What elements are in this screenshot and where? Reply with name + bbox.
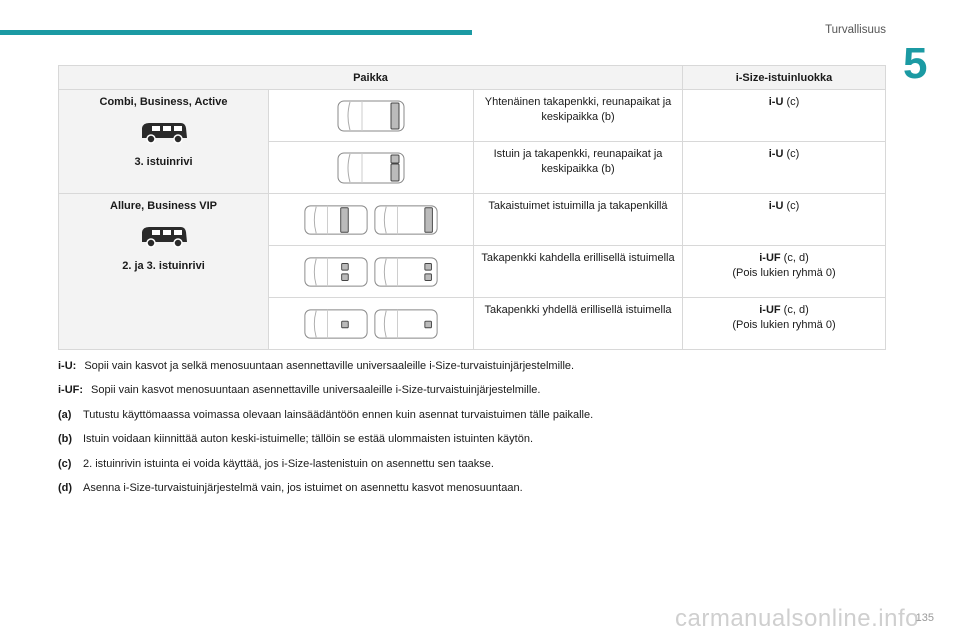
seat-description: Istuin ja takapenkki, reunapaikat ja keskipaikka (b)	[474, 142, 683, 194]
column-header-class: i-Size-istuinluokka	[683, 66, 886, 90]
footnote-key: (b)	[58, 433, 73, 446]
footnote	[58, 433, 898, 457]
footnote-text: Tutustu käyttömaassa voimassa olevaan lainsäädäntöön ennen kuin asennat turvaistuimen tälle paikalle.	[83, 408, 594, 421]
class-code: i-U	[768, 200, 784, 212]
footnote-text: Sopii vain kasvot menosuuntaan asennettaville universaaleille i-Size-turvaistuinjärjestelmille.	[91, 384, 541, 397]
footnote-key: (a)	[58, 408, 72, 421]
seat-row-label: 3. istuinrivi	[134, 156, 193, 168]
footnotes	[58, 360, 898, 506]
footnote-text: Sopii vain kasvot ja selkä menosuuntaan asennettaville universaaleille i-Size-turvaistuinjärjestelmille.	[84, 360, 575, 372]
footnote-text: Istuin voidaan kiinnittää auton keski-istuimelle; tällöin se estää ulommaisten istuinten käytön.	[83, 433, 534, 446]
section-title: Turvallisuus	[825, 24, 886, 36]
model-names: Combi, Business, Active	[99, 96, 228, 108]
class-notes: (c)	[783, 96, 800, 108]
header-accent-bar	[0, 30, 472, 35]
class-code: i-U	[768, 148, 784, 160]
van-side-icon	[139, 222, 189, 250]
seat-description: Takapenkki kahdella erillisellä istuimella	[474, 246, 683, 298]
table-row	[59, 194, 886, 246]
seat-diagram-cell	[269, 90, 474, 142]
footnote	[58, 482, 898, 506]
van-side-icon	[139, 118, 189, 146]
footnote-key: i-U:	[58, 360, 77, 372]
isize-class-cell	[683, 194, 886, 246]
car-top-view-icon	[373, 202, 439, 238]
isize-class-cell	[683, 246, 886, 298]
car-top-view-icon	[336, 150, 406, 186]
model-cell	[59, 194, 269, 350]
class-notes: (c, d)	[780, 304, 809, 316]
seat-diagram-cell	[269, 142, 474, 194]
seat-description: Takaistuimet istuimilla ja takapenkillä	[474, 194, 683, 246]
footnote	[58, 384, 898, 408]
car-top-view-icon	[373, 306, 439, 342]
watermark: carmanualsonline.info	[675, 605, 919, 632]
footnote-key: (d)	[58, 481, 73, 494]
seat-diagram-cell	[269, 298, 474, 350]
class-notes: (c, d)	[780, 252, 809, 264]
seat-diagram-cell	[269, 194, 474, 246]
footnote-key: (c)	[58, 457, 72, 470]
footnote-text: Asenna i-Size-turvaistuinjärjestelmä vain, jos istuimet on asennettu kasvot menosuuntaan.	[83, 481, 523, 494]
footnote-text: 2. istuinrivin istuinta ei voida käyttää, jos i-Size-lastenistuin on asennettu sen taakse.	[83, 457, 494, 470]
class-exclusion: (Pois lukien ryhmä 0)	[732, 267, 836, 279]
car-top-view-icon	[303, 306, 369, 342]
car-top-view-icon	[303, 202, 369, 238]
car-top-view-icon	[373, 254, 439, 290]
seat-diagram-cell	[269, 246, 474, 298]
class-notes: (c)	[783, 200, 800, 212]
seat-description: Yhtenäinen takapenkki, reunapaikat ja keskipaikka (b)	[474, 90, 683, 142]
class-notes: (c)	[783, 148, 800, 160]
footnote-key: i-UF:	[58, 384, 84, 397]
class-exclusion: (Pois lukien ryhmä 0)	[732, 319, 836, 331]
chapter-number: 5	[903, 39, 928, 88]
car-top-view-icon	[336, 98, 406, 134]
table-row	[59, 90, 886, 142]
car-top-view-icon	[303, 254, 369, 290]
page-number: 135	[915, 612, 934, 624]
footnote	[58, 409, 898, 433]
column-header-place: Paikka	[59, 66, 683, 90]
footnote	[58, 360, 898, 384]
isize-class-cell	[683, 142, 886, 194]
model-names: Allure, Business VIP	[110, 200, 217, 212]
isize-class-cell	[683, 298, 886, 350]
class-code: i-U	[768, 96, 784, 108]
class-code: i-UF	[759, 304, 781, 316]
isize-class-cell	[683, 90, 886, 142]
seat-row-label: 2. ja 3. istuinrivi	[122, 260, 205, 272]
isize-seat-table	[58, 65, 886, 350]
model-cell	[59, 90, 269, 194]
class-code: i-UF	[759, 252, 781, 264]
footnote	[58, 458, 898, 482]
seat-description: Takapenkki yhdellä erillisellä istuimella	[474, 298, 683, 350]
